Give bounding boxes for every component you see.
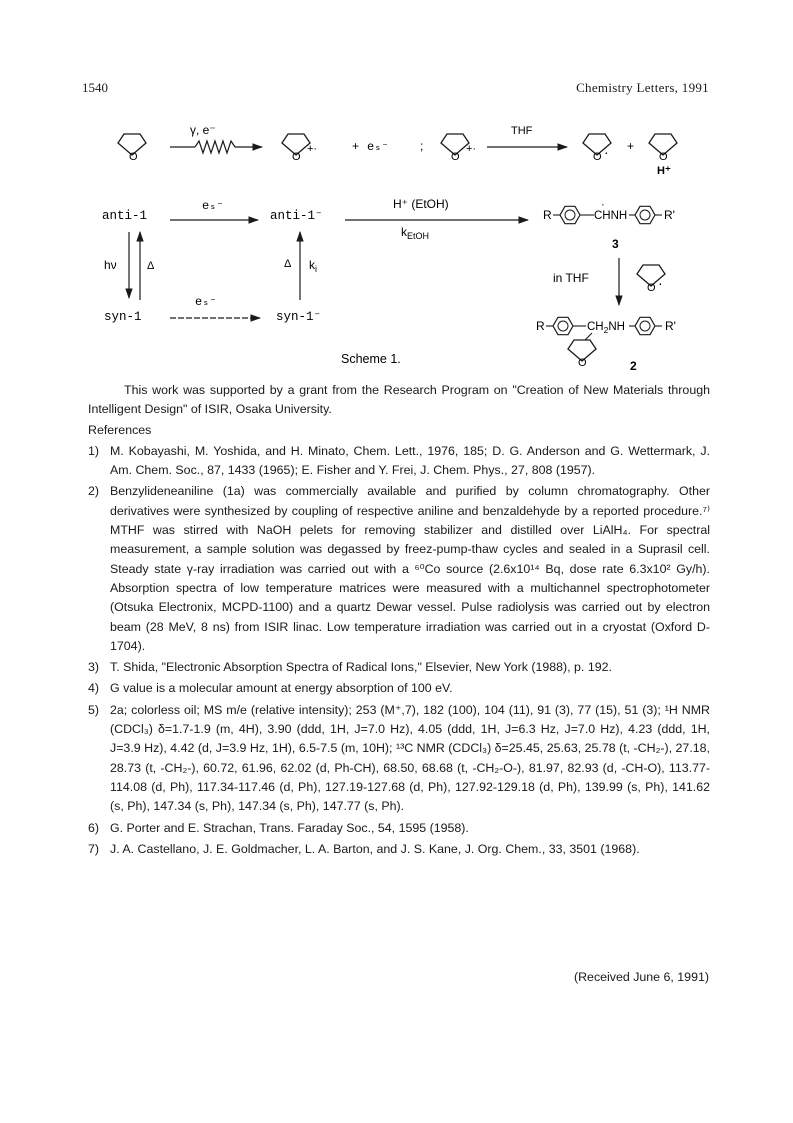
svg-text:·: · (604, 144, 609, 160)
thf-radical-cation (282, 134, 317, 163)
reference-item (88, 819, 710, 838)
reference-number: 1) (88, 443, 100, 458)
protonated-thf (649, 134, 677, 177)
product-2-structure (536, 317, 676, 369)
thf-radical-reagent (637, 265, 665, 294)
reference-number: 7) (88, 841, 100, 856)
reference-text: G value is a molecular amount at energy absorption of 100 eV. (110, 681, 453, 696)
compound-2-label: 2 (630, 359, 637, 373)
journal-title: Chemistry Letters, 1991 (576, 80, 709, 95)
thf-arrow-label: THF (511, 125, 533, 137)
cation-charge: +· (307, 143, 318, 155)
acknowledgement: This work was supported by a grant from the Research Program on "Creation of New Materials through Intelligent Design" of ISIR, Osaka University. (88, 383, 710, 417)
electron-lower-label: eₛ⁻ (195, 295, 217, 309)
solvated-electron: eₛ⁻ (367, 140, 389, 154)
reference-item (88, 701, 710, 817)
syn-1-label: syn-1 (104, 310, 142, 324)
reference-text: 2a; colorless oil; MS m/e (relative intensity); 253 (M⁺,7), 182 (100), 104 (11), 91 (3), 77 (15), 51 (3); ¹H NMR (CDCl₃) δ=1.7-1.9 (m, 4H), 3.90 (ddd, 1H, J=7.0 Hz), 4.05 (ddd, 1H, J=6.3 Hz, J=7.0 Hz), 4.23 (ddd, 1H, J=3.9 Hz), 4.42 (d, J=3.9 Hz, 1H), 6.5-7.5 (m, 10H); ¹³C NMR (CDCl₃) δ=25.45, 25.63, 25.78 (t, -CH₂-), 27.18, 28.73 (t, -CH₂-), 60.72, 61.96, 62.02 (d, Ph-CH), 68.50, 68.68 (t, -CH₂-O-), 81.97, 82.93 (d, -CH-O), 113.77-114.08 (d, Ph), 117.34-117.46 (d, Ph), 127.19-127.68 (d, Ph), 127.92-129.18 (d, Ph), 139.99 (s, Ph), 141.62 (s, Ph), 147.34 (s, Ph), 147.34 (s, Ph), 147.77 (s, Ph). (110, 702, 710, 814)
reference-text: T. Shida, "Electronic Absorption Spectra of Radical Ions," Elsevier, New York (1988), p. 192. (110, 660, 612, 675)
electron-arrow-label: eₛ⁻ (202, 199, 224, 213)
page-number: 1540 (82, 80, 108, 95)
delta-right-label: Δ (284, 258, 292, 270)
svg-text:O: O (647, 282, 656, 294)
svg-text:R: R (536, 319, 545, 333)
gamma-e-label: γ, e⁻ (190, 123, 216, 137)
protonation-label: H⁺ (EtOH) (393, 197, 449, 211)
reference-item (88, 658, 710, 677)
reference-number: 3) (88, 660, 100, 675)
main-text (88, 381, 710, 859)
svg-text:O: O (292, 151, 301, 163)
anti-1-label: anti-1 (102, 209, 148, 223)
thf-radical (583, 134, 611, 163)
reference-text: G. Porter and E. Strachan, Trans. Faraday Soc., 54, 1595 (1958). (110, 820, 469, 835)
svg-text:O: O (659, 151, 668, 163)
reaction-scheme (0, 0, 793, 375)
scheme-caption: Scheme 1. (341, 352, 401, 366)
reference-item (88, 482, 710, 656)
reference-number: 6) (88, 820, 100, 835)
svg-text:·: · (658, 275, 663, 291)
received-date: (Received June 6, 1991) (573, 970, 709, 984)
references-heading: References (88, 422, 152, 437)
reference-item (88, 679, 710, 698)
thf-radical-cation-2 (441, 134, 476, 163)
in-thf-label: in THF (553, 271, 589, 285)
syn-1-radical-label: syn-1⁻ (276, 310, 322, 324)
svg-text:CH2NH: $CH_2NH$ (587, 321, 625, 335)
svg-text:R': R' (664, 208, 675, 222)
thf-molecule (118, 134, 146, 163)
svg-text:O: O (593, 151, 602, 163)
svg-text:+·: +· (466, 143, 477, 155)
svg-text:R': R' (665, 319, 676, 333)
reference-text: M. Kobayashi, M. Yoshida, and H. Minato, Chem. Lett., 1976, 185; D. G. Anderson and G. Wettermark, J. Am. Chem. Soc., 87, 1433 (1965); E. Fisher and Y. Frei, J. Chem. Phys., 27, 808 (1957). (110, 443, 710, 478)
hv-label: hν (104, 258, 117, 272)
reference-item (88, 840, 710, 859)
plus-sign: + (352, 139, 360, 153)
reference-text: J. A. Castellano, J. E. Goldmacher, L. A. Barton, and J. S. Kane, J. Org. Chem., 33, 3501 (1968). (110, 841, 640, 856)
wavy-arrow (170, 141, 262, 153)
reference-number: 5) (88, 702, 100, 717)
delta-left-label: Δ (147, 260, 155, 272)
semicolon: ; (420, 139, 424, 153)
plus-sign-2: + (627, 139, 635, 153)
svg-text:O: O (578, 357, 587, 369)
compound-3-label: 3 (612, 237, 619, 251)
h-plus-label: H⁺ (657, 165, 671, 177)
anti-1-radical-label: anti-1⁻ (270, 209, 323, 223)
svg-text:R: R (543, 208, 552, 222)
reference-item (88, 442, 710, 481)
k-etoh-label: $k_{EtOH}$ (401, 225, 430, 241)
svg-text:O: O (451, 151, 460, 163)
svg-text:CHNH: CHNH (594, 210, 628, 222)
reference-number: 2) (88, 484, 100, 499)
svg-text:·: · (601, 199, 605, 211)
reference-text: Benzylideneaniline (1a) was commercially available and purified by column chromatography. Other derivatives were synthesized by coupling of respective aniline and benzaldehyde by a reported procedure.⁷⁾ MTHF was stirred with NaOH pelets for removing stabilizer and distilled over LiAlH₄. For spectral measurement, a sample solution was degassed by freez-pump-thaw cycles and sealed in a Suprasil cell. Steady state γ-ray irradiation was carried out with a ⁶⁰Co source (2.6x10¹⁴ Bq, dose rate 6.3x10² Gy/h). Absorption spectra of low temperature matrices were measured with a multichannel spectrophotometer (Otsuka Electronix, MCPD-1100) and a quartz Dewar vessel. Pulse radiolysis was carried out by electron beam (28 MeV, 8 ns) from ISIR linac. Low temperature irradiation was carried out in a cryostat (Oxford D-1704). (110, 484, 710, 653)
product-3-structure (543, 199, 675, 224)
reference-number: 4) (88, 681, 100, 696)
oxygen-label: O (129, 151, 138, 163)
ki-label: $k_i$ (309, 258, 317, 274)
